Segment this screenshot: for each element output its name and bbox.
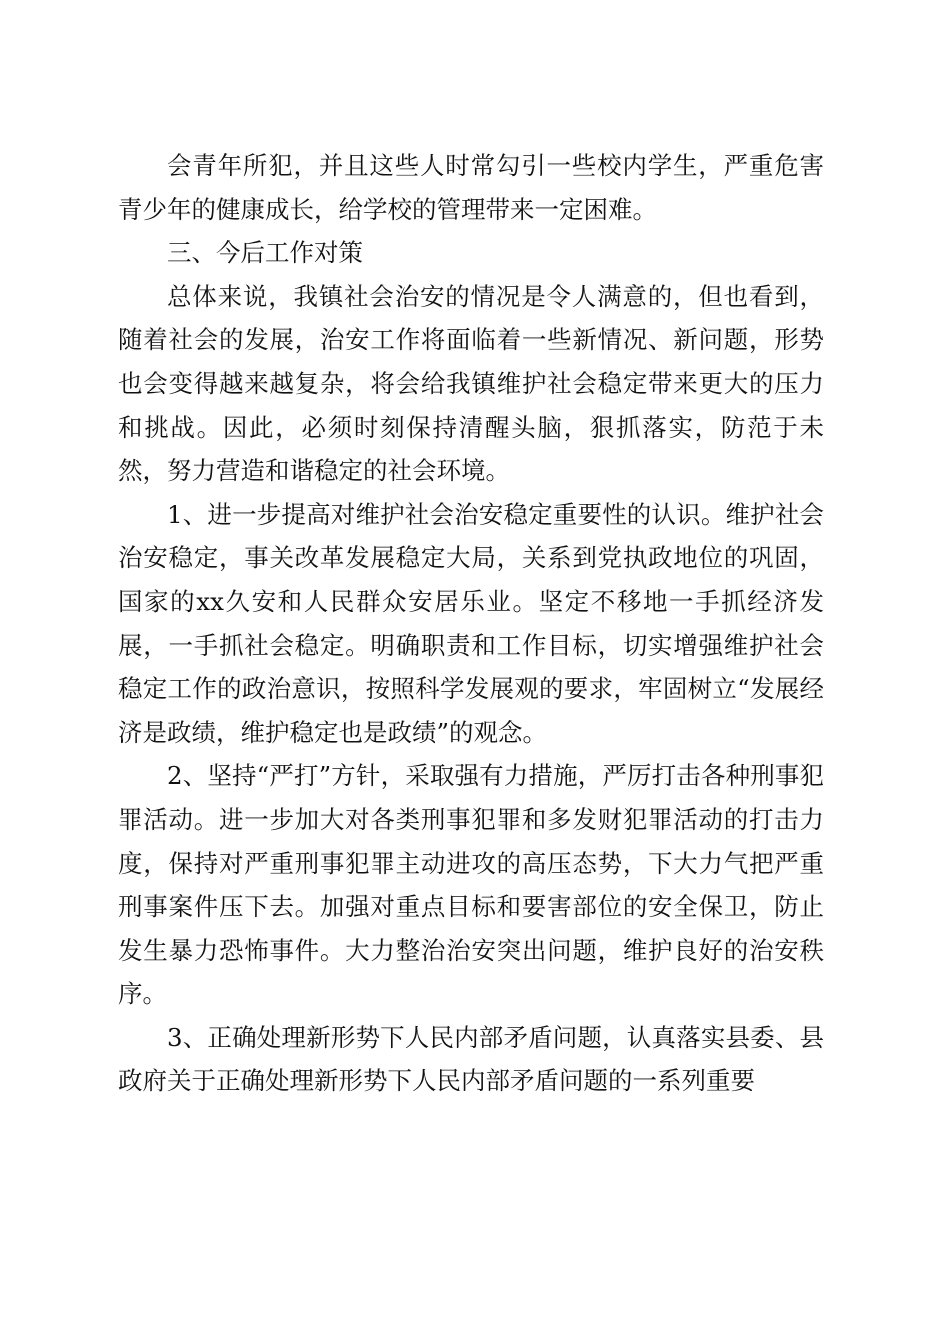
paragraph-item-1: 1、进一步提高对维护社会治安稳定重要性的认识。维护社会治安稳定，事关改革发展稳定大局，关系到党执政地位的巩固，国家的xx久安和人民群众安居乐业。坚定不移地一手抓经济发展，一手抓社会稳定。明确职责和工作目标，切实增强维护社会稳定工作的政治意识，按照科学发展观的要求，牢固树立“发展经济是政绩，维护稳定也是政绩”的观念。 xyxy=(118,499,824,747)
paragraph-overview: 总体来说，我镇社会治安的情况是令人满意的，但也看到，随着社会的发展，治安工作将面临着一些新情况、新问题，形势也会变得越来越复杂，将会给我镇维护社会稳定带来更大的压力和挑战。因此，必须时刻保持清醒头脑，狠抓落实，防范于未然，努力营造和谐稳定的社会环境。 xyxy=(118,281,824,486)
section-heading: 三、今后工作对策 xyxy=(167,238,363,268)
document-body xyxy=(118,144,824,1103)
paragraph-item-2: 2、坚持“严打”方针，采取强有力措施，严厉打击各种刑事犯罪活动。进一步加大对各类刑事犯罪和多发财犯罪活动的打击力度，保持对严重刑事犯罪主动进攻的高压态势，下大力气把严重刑事案件压下去。加强对重点目标和要害部位的安全保卫，防止发生暴力恐怖事件。大力整治治安突出问题，维护良好的治安秩序。 xyxy=(118,761,824,1009)
paragraph-continuation: 会青年所犯，并且这些人时常勾引一些校内学生，严重危害青少年的健康成长，给学校的管理带来一定困难。 xyxy=(118,151,824,224)
paragraph-item-3: 3、正确处理新形势下人民内部矛盾问题，认真落实县委、县政府关于正确处理新形势下人民内部矛盾问题的一系列重要 xyxy=(118,1022,824,1096)
